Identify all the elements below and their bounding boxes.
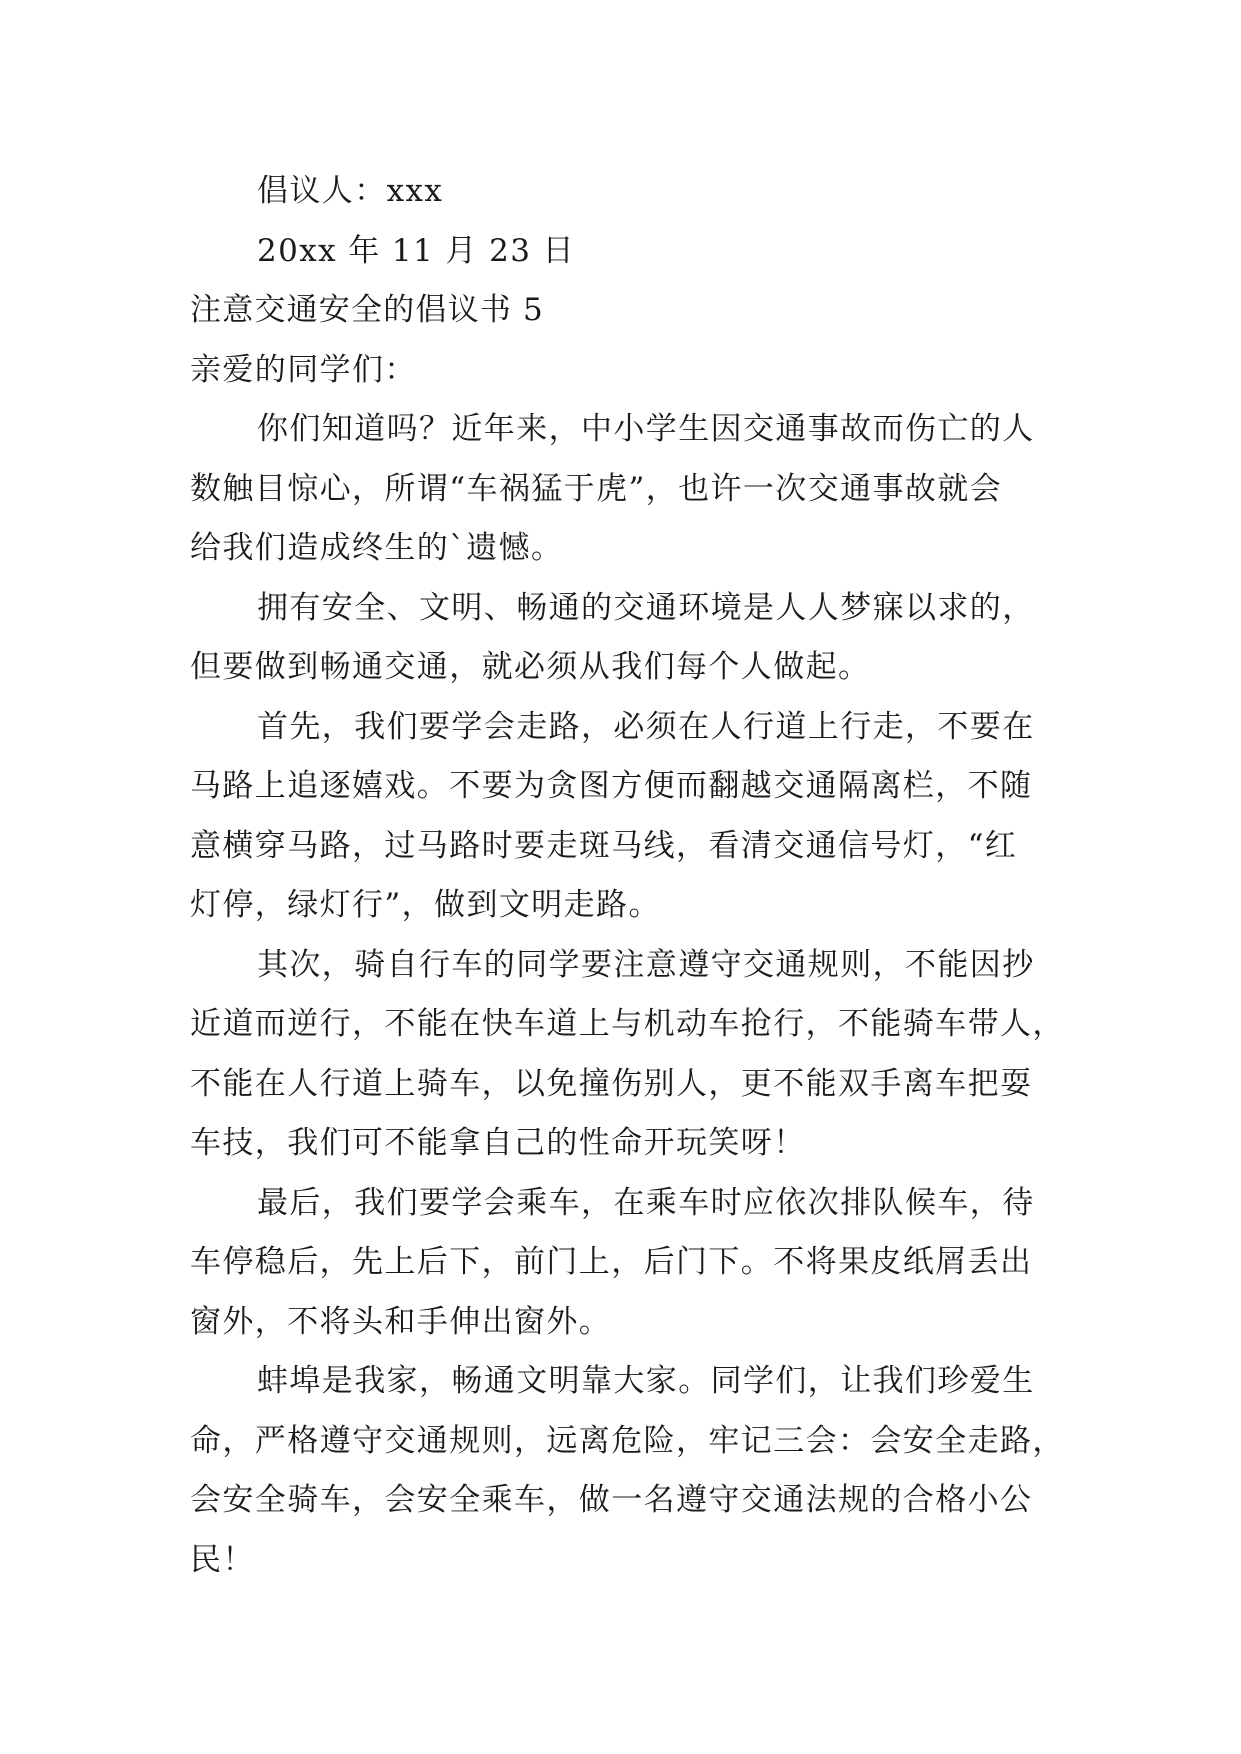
initiator-line: 倡议人：xxx (257, 173, 444, 209)
salutation: 亲爱的同学们： (190, 351, 417, 388)
paragraph-line: 车停稳后，先上后下，前门上，后门下。不将果皮纸屑丢出 (190, 1244, 1033, 1280)
paragraph-2 (190, 579, 1052, 698)
paragraph-line: 会安全骑车，会安全乘车，做一名遵守交通法规的合格小公 (190, 1482, 1033, 1518)
paragraph-3 (190, 698, 1052, 936)
paragraph-6 (190, 1352, 1065, 1590)
paragraph-line: 车技，我们可不能拿自己的性命开玩笑呀！ (190, 1125, 806, 1161)
paragraph-line: 你们知道吗？近年来，中小学生因交通事故而伤亡的人 (257, 411, 1035, 447)
document-body (190, 162, 1065, 1590)
paragraph-line: 不能在人行道上骑车，以免撞伤别人，更不能双手离车把耍 (190, 1065, 1033, 1102)
paragraph-line: 民！ (190, 1541, 255, 1578)
paragraph-line: 蚌埠是我家，畅通文明靠大家。同学们，让我们珍爱生 (257, 1363, 1035, 1399)
paragraph-line: 拥有安全、文明、畅通的交通环境是人人梦寐以求的， (257, 589, 1035, 626)
paragraph-line: 数触目惊心，所谓“车祸猛于虎”，也许一次交通事故就会 (190, 470, 1003, 507)
paragraph-line: 近道而逆行，不能在快车道上与机动车抢行，不能骑车带人， (190, 1006, 1065, 1042)
paragraph-4 (190, 936, 1065, 1174)
paragraph-line: 马路上追逐嬉戏。不要为贪图方便而翻越交通隔离栏，不随 (190, 768, 1033, 804)
paragraph-line: 灯停，绿灯行”，做到文明走路。 (190, 887, 661, 923)
paragraph-line: 其次，骑自行车的同学要注意遵守交通规则，不能因抄 (257, 946, 1035, 983)
paragraph-line: 首先，我们要学会走路，必须在人行道上行走，不要在 (257, 708, 1035, 745)
paragraph-5 (190, 1174, 1052, 1353)
paragraph-line: 命，严格遵守交通规则，远离危险，牢记三会：会安全走路， (190, 1422, 1065, 1459)
letter-title: 注意交通安全的倡议书 5 (190, 292, 544, 328)
paragraph-1 (190, 400, 1052, 579)
paragraph-line: 最后，我们要学会乘车，在乘车时应依次排队候车，待 (257, 1184, 1035, 1221)
paragraph-line: 窗外，不将头和手伸出窗外。 (190, 1303, 612, 1340)
paragraph-line: 给我们造成终生的`遗憾。 (190, 530, 564, 566)
date-line: 20xx 年 11 月 23 日 (257, 232, 575, 269)
paragraph-line: 但要做到畅通交通，就必须从我们每个人做起。 (190, 649, 871, 685)
paragraph-line: 意横穿马路，过马路时要走斑马线，看清交通信号灯，“红 (190, 827, 1018, 864)
